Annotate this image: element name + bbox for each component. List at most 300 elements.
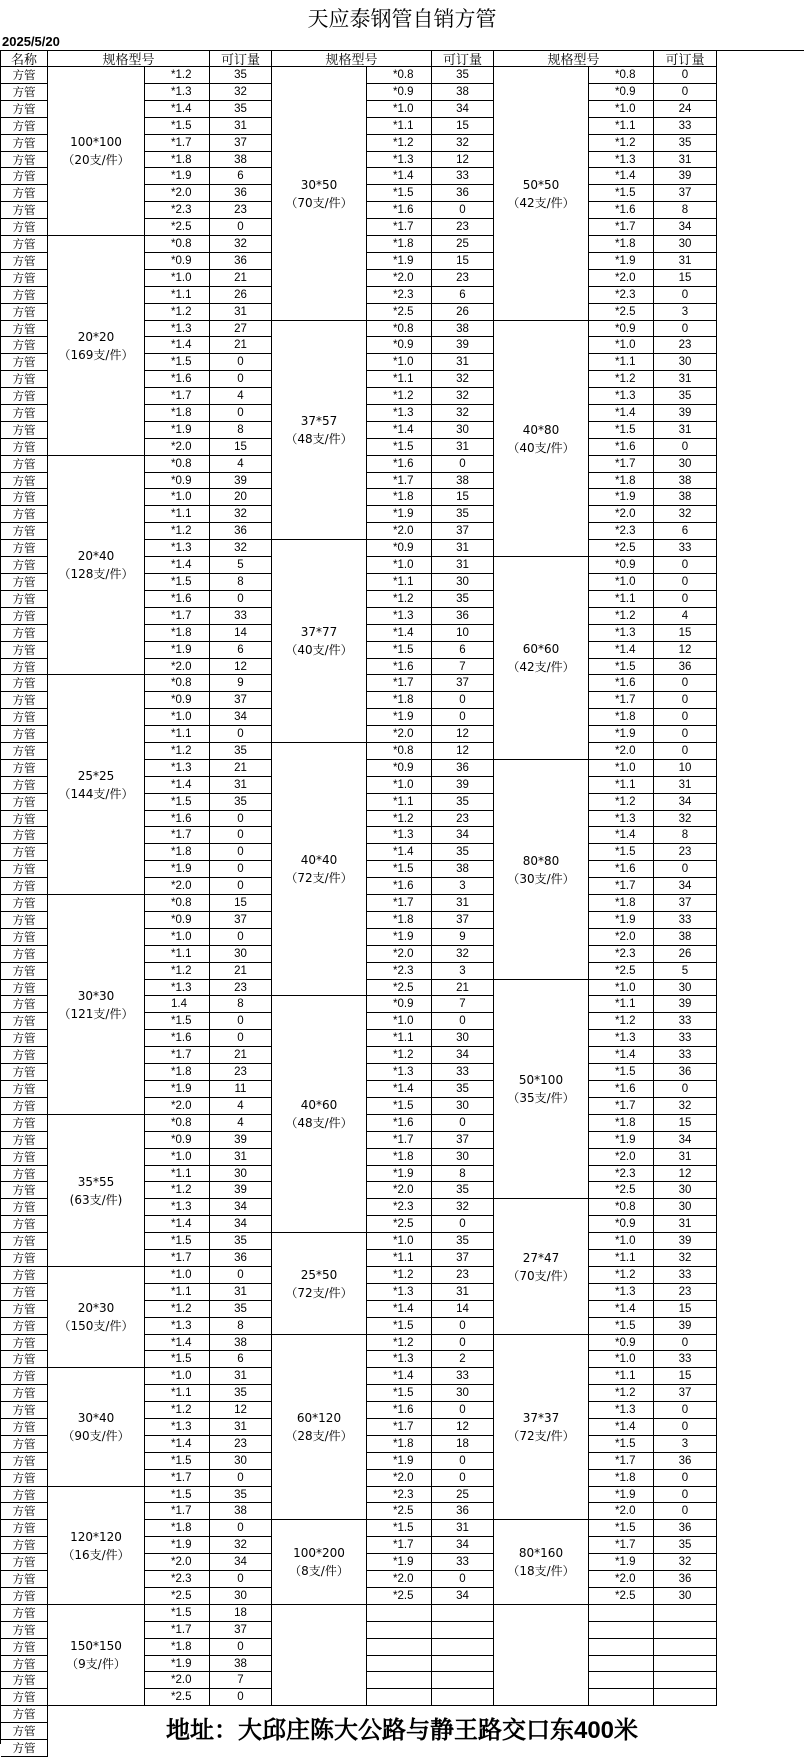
quantity-cell: 37: [432, 523, 494, 540]
quantity-cell: 10: [432, 625, 494, 642]
size-label: 37*37: [522, 1411, 560, 1425]
quantity-cell: [432, 1605, 494, 1622]
thickness-cell: *1.6: [145, 371, 210, 388]
quantity-cell: 34: [210, 709, 272, 726]
quantity-cell: 0: [654, 1487, 717, 1503]
size-group-cell: [48, 1605, 145, 1706]
pack-label: （72支/件）: [285, 1285, 353, 1300]
quantity-cell: 0: [654, 1470, 717, 1487]
thickness-cell: *1.0: [145, 270, 210, 287]
thickness-cell: *1.1: [589, 777, 654, 794]
thickness-cell: *2.3: [367, 1487, 432, 1503]
thickness-cell: *1.9: [367, 709, 432, 726]
quantity-cell: 31: [210, 118, 272, 135]
quantity-cell: 36: [210, 253, 272, 270]
product-name-cell: 方管: [1, 743, 48, 760]
thickness-cell: *1.5: [145, 1605, 210, 1622]
product-name-cell: 方管: [1, 1487, 48, 1503]
thickness-cell: *2.0: [367, 1571, 432, 1588]
quantity-cell: 33: [654, 540, 717, 557]
thickness-cell: *1.7: [145, 1503, 210, 1520]
quantity-cell: 0: [210, 726, 272, 743]
product-name-cell: 方管: [1, 1419, 48, 1436]
product-name-cell: 方管: [1, 1537, 48, 1554]
quantity-cell: [432, 1656, 494, 1672]
quantity-cell: 14: [210, 625, 272, 642]
quantity-cell: 35: [210, 1233, 272, 1250]
thickness-cell: *1.5: [589, 1064, 654, 1081]
thickness-cell: *0.8: [145, 456, 210, 473]
thickness-cell: *1.1: [589, 354, 654, 371]
quantity-cell: 0: [432, 1571, 494, 1588]
quantity-cell: 0: [654, 67, 717, 84]
quantity-cell: 32: [210, 506, 272, 523]
product-name-cell: 方管: [1, 337, 48, 354]
quantity-cell: 38: [654, 929, 717, 946]
quantity-cell: 3: [432, 878, 494, 895]
size-group-cell: [48, 67, 145, 236]
pack-label: （16支/件）: [62, 1547, 130, 1562]
thickness-cell: *1.1: [145, 946, 210, 963]
quantity-cell: 34: [654, 1132, 717, 1149]
product-name-cell: 方管: [1, 354, 48, 371]
thickness-cell: *1.8: [589, 236, 654, 253]
thickness-cell: *1.8: [589, 895, 654, 912]
quantity-cell: 18: [432, 1436, 494, 1453]
thickness-cell: [589, 1605, 654, 1622]
quantity-cell: 32: [432, 135, 494, 152]
quantity-cell: 0: [210, 929, 272, 946]
size-label: 20*20: [77, 329, 115, 344]
thickness-cell: *0.9: [145, 1132, 210, 1149]
quantity-cell: 31: [432, 895, 494, 912]
quantity-cell: 38: [654, 473, 717, 489]
quantity-cell: 37: [210, 912, 272, 929]
thickness-cell: *0.9: [145, 253, 210, 270]
thickness-cell: *1.5: [145, 354, 210, 371]
quantity-cell: 34: [210, 1216, 272, 1233]
product-name-cell: 方管: [1, 1318, 48, 1335]
quantity-cell: 0: [210, 1030, 272, 1047]
quantity-cell: 0: [210, 811, 272, 827]
quantity-cell: 0: [654, 726, 717, 743]
product-name-cell: 方管: [1, 777, 48, 794]
product-name-cell: 方管: [1, 1436, 48, 1453]
thickness-cell: *1.8: [145, 1520, 210, 1537]
quantity-cell: 15: [654, 1115, 717, 1132]
thickness-cell: *1.5: [367, 1520, 432, 1537]
product-name-cell: 方管: [1, 1301, 48, 1318]
thickness-cell: *1.3: [589, 1030, 654, 1047]
quantity-cell: 0: [432, 1216, 494, 1233]
thickness-cell: *1.1: [145, 726, 210, 743]
thickness-cell: *1.3: [145, 84, 210, 101]
quantity-cell: 35: [432, 1182, 494, 1199]
quantity-cell: 12: [432, 743, 494, 760]
thickness-cell: *1.4: [589, 1419, 654, 1436]
thickness-cell: *1.0: [145, 1368, 210, 1385]
size-label: 50*100: [518, 1073, 564, 1087]
thickness-cell: *1.5: [145, 1013, 210, 1030]
thickness-cell: *1.5: [145, 794, 210, 811]
thickness-cell: *2.0: [145, 1098, 210, 1115]
thickness-cell: *0.9: [145, 912, 210, 929]
thickness-cell: *0.8: [145, 236, 210, 253]
thickness-cell: *1.7: [145, 608, 210, 625]
thickness-cell: *1.9: [589, 1132, 654, 1149]
product-name-cell: 方管: [1, 321, 48, 337]
thickness-cell: *1.9: [367, 929, 432, 946]
quantity-cell: 4: [210, 388, 272, 405]
thickness-cell: *0.9: [367, 337, 432, 354]
size-group-cell: [494, 980, 589, 1199]
quantity-cell: 31: [210, 304, 272, 321]
quantity-cell: 12: [432, 1419, 494, 1436]
product-name-cell: 方管: [1, 304, 48, 321]
thickness-cell: *2.5: [589, 1182, 654, 1199]
thickness-cell: *1.2: [145, 963, 210, 980]
quantity-cell: 0: [654, 557, 717, 574]
product-name-cell: 方管: [1, 1081, 48, 1098]
quantity-cell: 12: [210, 1402, 272, 1419]
quantity-cell: 0: [654, 439, 717, 456]
thickness-cell: *1.7: [589, 1453, 654, 1470]
thickness-cell: *1.5: [145, 574, 210, 591]
thickness-cell: *2.5: [367, 1216, 432, 1233]
stock-table: [0, 50, 804, 1755]
quantity-cell: [432, 1672, 494, 1689]
thickness-cell: *1.5: [589, 1520, 654, 1537]
quantity-cell: 0: [432, 456, 494, 473]
pack-label: (63支/件): [69, 1192, 123, 1207]
thickness-cell: *1.9: [589, 253, 654, 270]
quantity-cell: 21: [210, 963, 272, 980]
product-name-cell: 方管: [1, 253, 48, 270]
product-name-cell: 方管: [1, 1554, 48, 1571]
thickness-cell: *1.6: [145, 1030, 210, 1047]
header-spec: 规格型号: [494, 51, 654, 67]
quantity-cell: 36: [210, 1250, 272, 1267]
thickness-cell: *1.8: [367, 1149, 432, 1166]
thickness-cell: *1.0: [145, 709, 210, 726]
product-name-cell: 方管: [1, 1385, 48, 1402]
thickness-cell: *1.2: [145, 1301, 210, 1318]
size-group-cell: [272, 321, 367, 540]
product-name-cell: 方管: [1, 827, 48, 844]
thickness-cell: *2.0: [145, 659, 210, 675]
thickness-cell: [367, 1605, 432, 1622]
quantity-cell: 36: [654, 659, 717, 675]
quantity-cell: 30: [432, 1098, 494, 1115]
size-label: 60*120: [296, 1411, 342, 1425]
quantity-cell: 33: [654, 1047, 717, 1064]
thickness-cell: *2.5: [145, 1588, 210, 1605]
thickness-cell: *1.1: [367, 371, 432, 388]
thickness-cell: *2.5: [367, 1588, 432, 1605]
thickness-cell: *2.3: [367, 1199, 432, 1216]
quantity-cell: 32: [432, 1199, 494, 1216]
thickness-cell: *1.2: [589, 371, 654, 388]
product-name-cell: 方管: [1, 152, 48, 168]
quantity-cell: 33: [654, 1013, 717, 1030]
thickness-cell: *2.0: [145, 1554, 210, 1571]
size-group-cell: [494, 1520, 589, 1605]
product-name-cell: 方管: [1, 185, 48, 202]
thickness-cell: *1.6: [145, 811, 210, 827]
quantity-cell: 0: [654, 287, 717, 304]
thickness-cell: *1.2: [367, 591, 432, 608]
quantity-cell: 3: [654, 1436, 717, 1453]
thickness-cell: *1.2: [589, 135, 654, 152]
product-name-cell: 方管: [1, 1453, 48, 1470]
thickness-cell: *0.8: [145, 895, 210, 912]
size-label: 40*80: [522, 422, 560, 437]
quantity-cell: 0: [432, 1013, 494, 1030]
thickness-cell: *2.0: [589, 506, 654, 523]
thickness-cell: *2.5: [367, 304, 432, 321]
thickness-cell: *1.3: [145, 321, 210, 337]
thickness-cell: *1.5: [589, 422, 654, 439]
quantity-cell: 0: [210, 1470, 272, 1487]
pack-label: （128支/件）: [58, 567, 134, 581]
size-label: 80*80: [522, 853, 560, 868]
product-name-cell: 方管: [1, 456, 48, 473]
thickness-cell: *1.6: [367, 878, 432, 895]
product-name-cell: 方管: [1, 726, 48, 743]
quantity-cell: 35: [432, 1081, 494, 1098]
quantity-cell: 15: [654, 270, 717, 287]
quantity-cell: 31: [654, 152, 717, 168]
size-group-cell: [494, 1605, 589, 1706]
pack-label: （72支/件）: [507, 1429, 575, 1443]
quantity-cell: 39: [210, 1132, 272, 1149]
quantity-cell: 37: [210, 135, 272, 152]
quantity-cell: 33: [432, 168, 494, 185]
quantity-cell: [432, 1639, 494, 1656]
thickness-cell: *1.1: [145, 506, 210, 523]
product-name-cell: 方管: [1, 574, 48, 591]
thickness-cell: *1.4: [589, 1047, 654, 1064]
quantity-cell: 35: [210, 794, 272, 811]
thickness-cell: *2.0: [367, 523, 432, 540]
quantity-cell: 3: [654, 304, 717, 321]
quantity-cell: 0: [654, 1335, 717, 1351]
quantity-cell: 39: [654, 168, 717, 185]
product-name-cell: 方管: [1, 1368, 48, 1385]
quantity-cell: 0: [210, 1689, 272, 1706]
thickness-cell: *1.1: [589, 591, 654, 608]
thickness-cell: [589, 1656, 654, 1672]
thickness-cell: *1.6: [589, 1081, 654, 1098]
quantity-cell: 23: [432, 811, 494, 827]
quantity-cell: 36: [654, 1453, 717, 1470]
product-name-cell: 方管: [1, 388, 48, 405]
pack-label: （18支/件）: [507, 1564, 575, 1578]
thickness-cell: *2.3: [145, 202, 210, 219]
thickness-cell: *1.2: [589, 1013, 654, 1030]
thickness-cell: *1.7: [589, 692, 654, 709]
thickness-cell: *1.9: [367, 1166, 432, 1182]
header-qty: 可订量: [432, 51, 494, 67]
quantity-cell: 7: [432, 996, 494, 1013]
thickness-cell: *1.6: [589, 439, 654, 456]
product-name-cell: 方管: [1, 1605, 48, 1622]
quantity-cell: 21: [210, 337, 272, 354]
quantity-cell: 32: [210, 84, 272, 101]
thickness-cell: *1.1: [145, 1284, 210, 1301]
quantity-cell: 0: [210, 827, 272, 844]
thickness-cell: *1.1: [589, 1250, 654, 1267]
quantity-cell: 8: [654, 202, 717, 219]
quantity-cell: 37: [432, 1250, 494, 1267]
thickness-cell: *2.0: [367, 1182, 432, 1199]
thickness-cell: [589, 1639, 654, 1656]
quantity-cell: 18: [210, 1605, 272, 1622]
pack-label: （40支/件）: [507, 440, 575, 455]
pack-label: （9支/件）: [66, 1657, 126, 1671]
product-name-cell: 方管: [1, 709, 48, 726]
size-group-cell: [272, 996, 367, 1233]
thickness-cell: *1.3: [589, 1284, 654, 1301]
quantity-cell: 32: [654, 506, 717, 523]
thickness-cell: *1.3: [367, 1064, 432, 1081]
quantity-cell: [654, 1672, 717, 1689]
quantity-cell: 12: [654, 642, 717, 659]
quantity-cell: 0: [432, 692, 494, 709]
size-group-cell: [272, 743, 367, 996]
quantity-cell: 0: [654, 675, 717, 692]
quantity-cell: 8: [210, 422, 272, 439]
quantity-cell: 0: [654, 591, 717, 608]
quantity-cell: 12: [432, 726, 494, 743]
thickness-cell: *1.4: [367, 168, 432, 185]
thickness-cell: *1.0: [589, 1233, 654, 1250]
thickness-cell: *2.3: [589, 946, 654, 963]
thickness-cell: *1.3: [367, 1284, 432, 1301]
product-name-cell: 方管: [1, 219, 48, 236]
pack-label: （8支/件）: [289, 1564, 349, 1578]
product-name-cell: 方管: [1, 1402, 48, 1419]
thickness-cell: [589, 1622, 654, 1639]
thickness-cell: *1.1: [145, 287, 210, 304]
quantity-cell: 2: [432, 1351, 494, 1368]
quantity-cell: 35: [210, 1301, 272, 1318]
product-name-cell: 方管: [1, 270, 48, 287]
quantity-cell: [654, 1639, 717, 1656]
quantity-cell: 15: [654, 1368, 717, 1385]
product-name-cell: 方管: [1, 1706, 48, 1723]
thickness-cell: *2.3: [589, 523, 654, 540]
quantity-cell: 0: [654, 1402, 717, 1419]
size-group-cell: [272, 67, 367, 321]
quantity-cell: 21: [210, 270, 272, 287]
quantity-cell: 6: [210, 1351, 272, 1368]
quantity-cell: 10: [654, 760, 717, 777]
product-name-cell: 方管: [1, 1672, 48, 1689]
quantity-cell: 21: [210, 760, 272, 777]
quantity-cell: 31: [210, 1149, 272, 1166]
thickness-cell: *1.3: [145, 1419, 210, 1436]
pack-label: （70支/件）: [507, 1268, 575, 1283]
quantity-cell: 8: [210, 1318, 272, 1335]
quantity-cell: 30: [654, 456, 717, 473]
thickness-cell: *0.9: [589, 321, 654, 337]
quantity-cell: 31: [432, 439, 494, 456]
thickness-cell: *0.9: [145, 473, 210, 489]
quantity-cell: 26: [654, 946, 717, 963]
quantity-cell: 6: [654, 523, 717, 540]
quantity-cell: 0: [210, 861, 272, 878]
size-label: 35*55: [77, 1174, 115, 1189]
thickness-cell: *1.2: [145, 743, 210, 760]
product-name-cell: 方管: [1, 692, 48, 709]
quantity-cell: 0: [210, 878, 272, 895]
thickness-cell: *1.9: [367, 506, 432, 523]
thickness-cell: *0.8: [589, 67, 654, 84]
quantity-cell: 31: [432, 557, 494, 574]
thickness-cell: *1.4: [367, 1301, 432, 1318]
quantity-cell: [654, 1622, 717, 1639]
thickness-cell: *1.6: [589, 861, 654, 878]
thickness-cell: *1.5: [145, 1487, 210, 1503]
quantity-cell: 30: [654, 980, 717, 996]
size-label: 25*25: [77, 768, 115, 783]
quantity-cell: 0: [210, 1571, 272, 1588]
thickness-cell: *1.5: [145, 1351, 210, 1368]
quantity-cell: 36: [210, 185, 272, 202]
product-name-cell: 方管: [1, 1098, 48, 1115]
quantity-cell: 0: [432, 1335, 494, 1351]
product-name-cell: 方管: [1, 101, 48, 118]
size-label: 30*30: [77, 988, 115, 1003]
thickness-cell: *2.0: [589, 1503, 654, 1520]
quantity-cell: 0: [654, 574, 717, 591]
pack-label: （30支/件）: [507, 871, 575, 886]
size-label: 100*200: [293, 1546, 345, 1560]
product-name-cell: 方管: [1, 1351, 48, 1368]
quantity-cell: 38: [432, 473, 494, 489]
quantity-cell: 15: [432, 489, 494, 506]
thickness-cell: *1.0: [589, 980, 654, 996]
pack-label: （48支/件）: [285, 1116, 353, 1130]
thickness-cell: *1.7: [589, 219, 654, 236]
quantity-cell: 36: [432, 185, 494, 202]
thickness-cell: *1.6: [367, 659, 432, 675]
thickness-cell: *1.7: [367, 1419, 432, 1436]
thickness-cell: *1.0: [367, 777, 432, 794]
quantity-cell: 0: [432, 1402, 494, 1419]
thickness-cell: *1.5: [367, 439, 432, 456]
quantity-cell: 0: [654, 84, 717, 101]
thickness-cell: *1.0: [145, 489, 210, 506]
thickness-cell: *1.9: [367, 1453, 432, 1470]
quantity-cell: 36: [654, 1520, 717, 1537]
thickness-cell: *1.1: [367, 1250, 432, 1267]
thickness-cell: *0.9: [589, 1335, 654, 1351]
thickness-cell: *1.7: [145, 388, 210, 405]
thickness-cell: [367, 1689, 432, 1706]
quantity-cell: 34: [432, 1537, 494, 1554]
thickness-cell: *1.1: [145, 1385, 210, 1402]
quantity-cell: 15: [432, 118, 494, 135]
size-label: 30*40: [77, 1411, 115, 1425]
product-name-cell: 方管: [1, 1233, 48, 1250]
thickness-cell: *1.1: [367, 1030, 432, 1047]
thickness-cell: *1.4: [589, 405, 654, 422]
thickness-cell: *1.2: [589, 1385, 654, 1402]
thickness-cell: 1.4: [145, 996, 210, 1013]
quantity-cell: 35: [432, 591, 494, 608]
